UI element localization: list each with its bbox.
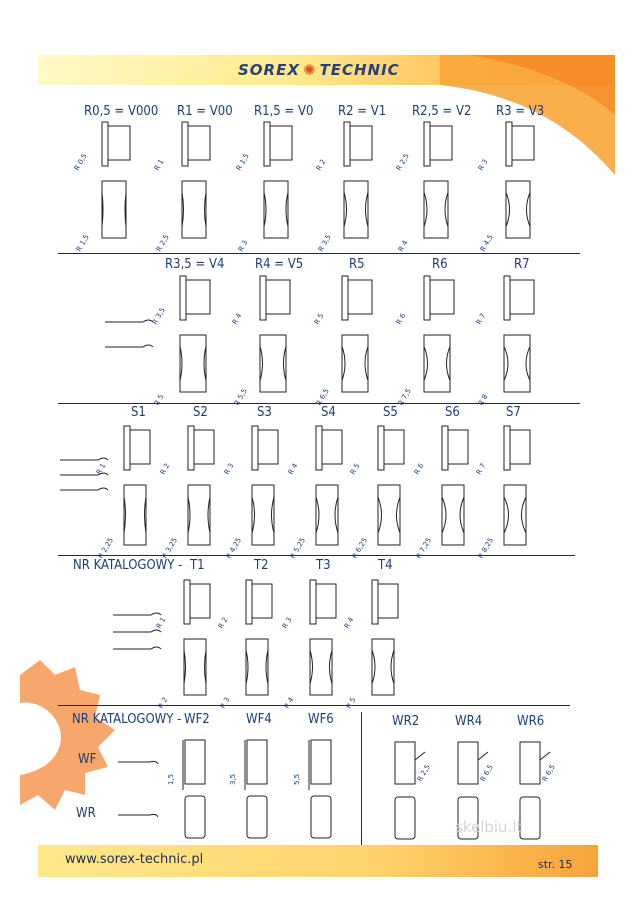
footer-url[interactable]: www.sorex-technic.pl [65,852,204,867]
wf-profile-bottom-2 [311,796,331,838]
row1-holder-1 [188,126,210,160]
label-wf-prefix: NR KATALOGOWY - [72,712,182,727]
row3-blade-top-4 [378,426,384,470]
row3-blade-top-2 [252,426,258,470]
row1-profile-2 [264,181,288,238]
row1-groove-l-5 [506,192,510,226]
row3-groove-r-4 [397,497,401,533]
wr-profile-top-2 [520,742,540,784]
label-t4: T4 [378,558,393,573]
row4-blade-top-2 [310,580,316,624]
label-t-prefix: NR KATALOGOWY - [73,558,183,573]
wr-tool-sketch [118,814,158,817]
row2-top-radius-0: R 3,5 [150,306,167,326]
label-s5: S5 [383,405,398,420]
wr-profile-bottom-0 [395,797,415,839]
row2-tool-sketch-1 [105,345,153,347]
wf-dim-1: 3,5 [229,773,237,785]
row2-blade-top-4 [504,276,510,320]
row1-blade-top-3 [344,122,350,166]
label-s1: S1 [131,405,146,420]
row3-groove-r-6 [522,497,527,533]
row3-groove-r-5 [460,497,464,533]
label-t1: T1 [190,558,205,573]
label-s7: S7 [506,405,521,420]
side-label-wr: WR [76,806,96,821]
row3-top-radius-2: R 3 [222,462,236,476]
row2-holder-0 [186,280,210,314]
label-t2: T2 [254,558,269,573]
row4-holder-0 [190,584,210,618]
row2-holder-2 [348,280,372,314]
label-r7: R7 [514,257,530,272]
label-wr2: WR2 [392,714,420,729]
side-label-wf: WF [78,752,97,767]
label-r6: R6 [432,257,448,272]
row1-profile-4 [424,181,448,238]
row3-top-radius-5: R 6 [412,462,426,476]
label-t3: T3 [316,558,331,573]
row2-groove-r-4 [526,346,530,380]
wr-profile-top-0 [395,742,415,784]
label-r35: R3,5 = V4 [165,257,225,272]
label-s3: S3 [257,405,272,420]
row4-blade-top-3 [372,580,378,624]
row1-profile-1 [182,181,206,238]
row1-holder-2 [270,126,292,160]
row3-top-radius-0: R 1 [94,462,108,476]
row1-bottom-radius-2: R 3 [236,239,250,253]
row4-bottom-radius-3: R 5 [344,696,358,710]
row4-top-radius-3: R 4 [342,616,356,630]
wf-tool-sketch [118,761,158,764]
page-number: str. 15 [538,858,573,871]
row3-holder-0 [130,430,150,464]
row3-top-radius-3: R 4 [286,462,300,476]
row3-profile-6 [504,485,526,545]
row3-profile-2 [252,485,274,545]
row3-bottom-radius-5: R 7,25 [414,536,434,560]
brand-right: TECHNIC [319,61,400,79]
row2-bottom-radius-0: R 5 [152,393,166,407]
row4-profile-0 [184,639,206,695]
row1-top-radius-4: R 2,5 [394,152,411,172]
row1-holder-0 [108,126,130,160]
row3-profile-5 [442,485,464,545]
wf-profile-top-0 [185,740,205,784]
label-wf6: WF6 [308,712,334,727]
wr-leader-0 [415,752,425,760]
row2-holder-4 [510,280,534,314]
row3-bottom-radius-1: R 3,25 [160,536,180,560]
row4-profile-1 [246,639,268,695]
row3-bottom-radius-6: R 8,25 [476,536,496,560]
row1-profile-3 [344,181,368,238]
row4-top-radius-2: R 3 [280,616,294,630]
wf-dim-0: 1,5 [167,773,175,785]
row4-bottom-radius-2: R 4 [282,696,296,710]
row3-holder-3 [322,430,342,464]
wf-profile-top-1 [247,740,267,784]
row2-profile-0 [180,335,206,392]
row4-holder-3 [378,584,398,618]
row3-groove-l-6 [504,497,509,533]
row3-blade-top-5 [442,426,448,470]
label-r5: R5 [349,257,365,272]
row2-profile-1 [260,335,286,392]
row2-groove-l-4 [504,346,508,380]
row2-blade-top-0 [180,276,186,320]
wr-radius-1: R 6,5 [478,763,495,783]
row1-top-radius-2: R 1,5 [234,152,251,172]
flame-gear-icon: ✺ [302,61,317,79]
row1-top-radius-3: R 2 [314,158,328,172]
row4-blade-top-0 [184,580,190,624]
wr-radius-0: R 2,5 [415,763,432,783]
wr-leader-1 [478,752,488,760]
row1-top-radius-0: R 0,5 [72,152,89,172]
wf-profile-bottom-0 [185,796,205,838]
row3-groove-l-4 [378,497,382,533]
wf-profile-bottom-1 [247,796,267,838]
row3-profile-0 [124,485,146,545]
row3-groove-l-5 [442,497,446,533]
label-wf4: WF4 [246,712,272,727]
wf-profile-top-2 [311,740,331,784]
row4-tool-sketch-0 [113,613,161,615]
row2-tool-sketch-0 [105,320,153,322]
row2-bottom-radius-2: R 6,5 [314,387,331,407]
row1-holder-5 [512,126,534,160]
row2-bottom-radius-4: R 8 [476,393,490,407]
label-r15: R1,5 = V0 [254,104,314,119]
wr-radius-2: R 6,5 [540,763,557,783]
row4-top-radius-0: R 1 [154,616,168,630]
wr-profile-bottom-2 [520,797,540,839]
label-r25: R2,5 = V2 [412,104,472,119]
row4-tool-sketch-2 [113,647,161,649]
row2-top-radius-4: R 7 [474,312,488,326]
label-r05: R0,5 = V000 [84,104,159,119]
row2-top-radius-3: R 6 [394,312,408,326]
row4-holder-1 [252,584,272,618]
label-r1: R1 = V00 [177,104,233,119]
row1-blade-top-2 [264,122,270,166]
row4-profile-2 [310,639,332,695]
row2-blade-top-1 [260,276,266,320]
row3-bottom-radius-3: R 5,25 [288,536,308,560]
row1-blade-top-4 [424,122,430,166]
row1-blade-top-5 [506,122,512,166]
row3-blade-top-1 [188,426,194,470]
row3-top-radius-4: R 5 [348,462,362,476]
label-r2: R2 = V1 [338,104,387,119]
label-r3: R3 = V3 [496,104,545,119]
row4-bottom-radius-0: R 2 [156,696,170,710]
label-s2: S2 [193,405,208,420]
row3-blade-top-3 [316,426,322,470]
row1-bottom-radius-3: R 3,5 [316,233,333,253]
row3-top-radius-6: R 7 [474,462,488,476]
row3-tool-sketch-0 [60,458,108,460]
row1-bottom-radius-5: R 4,5 [478,233,495,253]
row2-groove-l-3 [424,346,428,380]
row1-bottom-radius-4: R 4 [396,239,410,253]
row4-tool-sketch-1 [113,630,161,632]
row2-groove-r-3 [447,346,451,380]
row1-blade-top-0 [102,122,108,166]
label-wf2: WF2 [184,712,210,727]
row3-blade-top-6 [504,426,510,470]
row1-top-radius-1: R 1 [152,158,166,172]
wr-leader-2 [540,752,550,760]
row3-bottom-radius-4: R 6,25 [350,536,370,560]
row4-top-radius-1: R 2 [216,616,230,630]
row1-bottom-radius-1: R 2,5 [154,233,171,253]
row3-holder-1 [194,430,214,464]
row3-holder-2 [258,430,278,464]
row2-bottom-radius-3: R 7,5 [396,387,413,407]
wr-profile-top-1 [458,742,478,784]
row3-holder-4 [384,430,404,464]
row1-profile-0 [102,181,126,238]
row1-holder-3 [350,126,372,160]
row2-blade-top-3 [424,276,430,320]
row1-blade-top-1 [182,122,188,166]
row1-holder-4 [430,126,452,160]
label-wr4: WR4 [455,714,483,729]
row2-top-radius-1: R 4 [230,312,244,326]
row2-holder-3 [430,280,454,314]
row4-bottom-radius-1: R 3 [218,696,232,710]
row1-groove-r-5 [527,192,531,226]
row3-blade-top-0 [124,426,130,470]
row2-blade-top-2 [342,276,348,320]
wf-dim-2: 5,5 [293,773,301,785]
row4-blade-top-1 [246,580,252,624]
row3-bottom-radius-2: R 4,25 [224,536,244,560]
row2-bottom-radius-1: R 5,5 [232,387,249,407]
row3-holder-6 [510,430,530,464]
watermark: skelbiu.lt [455,818,523,836]
row3-top-radius-1: R 2 [158,462,172,476]
label-r4: R4 = V5 [255,257,304,272]
row1-top-radius-5: R 3 [476,158,490,172]
label-wr6: WR6 [517,714,545,729]
row3-bottom-radius-0: R 2,25 [96,536,116,560]
row3-tool-sketch-2 [60,488,108,490]
row1-bottom-radius-0: R 1,5 [74,233,91,253]
row3-holder-5 [448,430,468,464]
row2-top-radius-2: R 5 [312,312,326,326]
label-s6: S6 [445,405,460,420]
row4-holder-2 [316,584,336,618]
label-s4: S4 [321,405,336,420]
row3-profile-1 [188,485,210,545]
row2-profile-2 [342,335,368,392]
row2-holder-1 [266,280,290,314]
brand-left: SOREX [238,61,300,79]
